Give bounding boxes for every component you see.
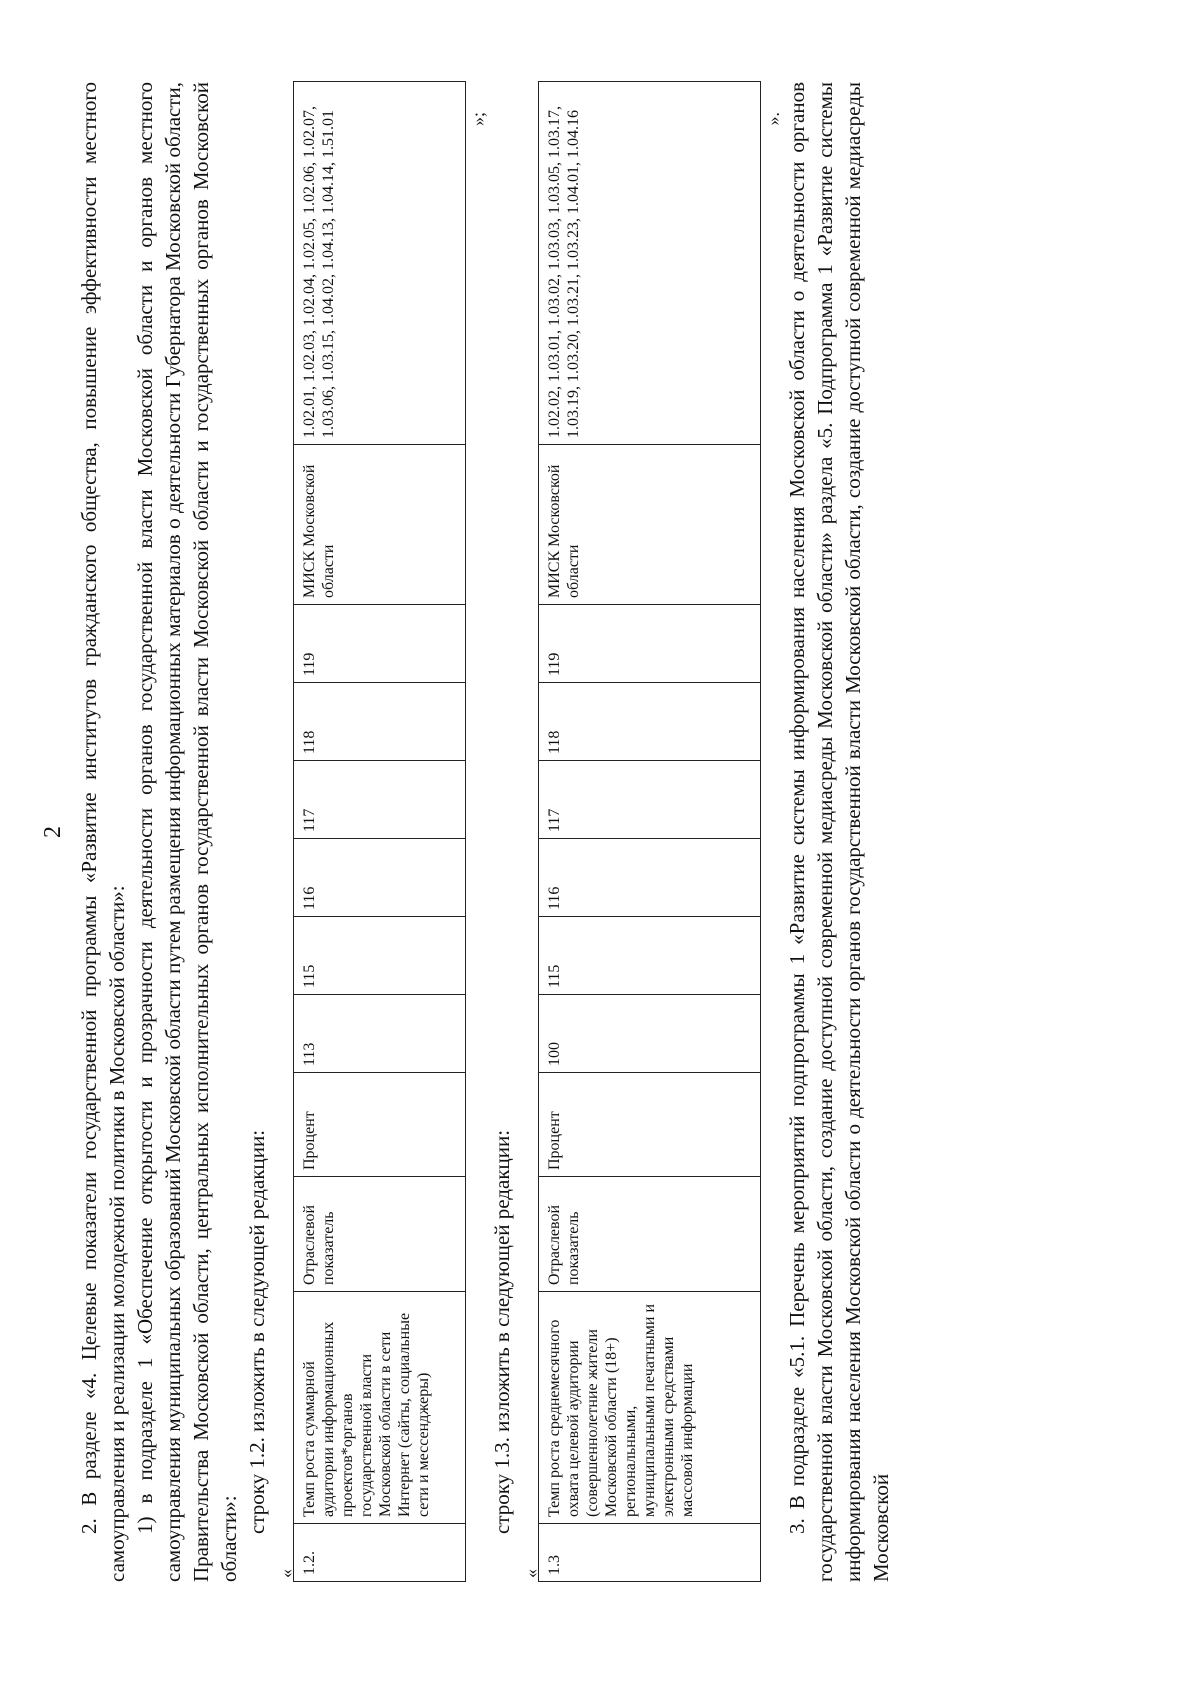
row-1-2-value-4: 118: [294, 683, 466, 761]
row-1-3-indicator-name: Темп роста среднемесячного охвата целевой аудитории (совершеннолетние жители Московской области (18+) региональными, муниципальными печатными и электронными средствами массовой информации: [539, 1292, 761, 1524]
row-1-3-indicator-type: Отраслевой показатель: [539, 1177, 761, 1292]
row-1-3-close-quote: ».: [763, 112, 783, 126]
row-1-3-open-quote: «: [521, 1569, 541, 1578]
section-2-item-1: 1) в подразделе 1 «Обеспечение открытости и прозрачности деятельности органов государственной власти Московской области и органов местного самоуправления муниципальных образований Московской области путем размещения информационных материалов о деятельности Губернатора Московской области, Правительства Московской области, центральных исполнительных органов государственной власти Московской области и государственных органов Московской области»:: [133, 82, 241, 1582]
section-2-heading: 2. В разделе «4. Целевые показатели государственной программы «Развитие институтов гражданского общества, повышение эффективности местного самоуправления и реализации молодежной политики в Московской области»:: [77, 82, 129, 1582]
row-1-3-value-4: 118: [539, 683, 761, 761]
row-1-3-value-3: 117: [539, 761, 761, 839]
row-1-2-responsible: МИСК Московской области: [294, 445, 466, 605]
row-1-2-indicator-name: Темп роста суммарной аудитории информационных проектов*органов государственной власти Московской области в сети Интернет (сайты, социальные сети и мессенджеры): [294, 1292, 466, 1524]
row-1-2-value-5: 119: [294, 605, 466, 683]
row-1-2-intro: строку 1.2. изложить в следующей редакции:: [245, 1129, 269, 1534]
row-1-3-value-2: 116: [539, 839, 761, 917]
row-1-3-responsible: МИСК Московской области: [539, 445, 761, 605]
row-1-3-activity-codes: 1.02.02, 1.03.01, 1.03.02, 1.03.03, 1.03.05, 1.03.17, 1.03.19, 1.03.20, 1.03.21, 1.03.23, 1.04.01, 1.04.16: [539, 82, 761, 445]
row-1-2-activity-codes: 1.02.01, 1.02.03, 1.02.04, 1.02.05, 1.02.06, 1.02.07, 1.03.06, 1.03.15, 1.04.02, 1.04.13, 1.04.14, 1.51.01: [294, 82, 466, 445]
row-1-2-close-quote: »;: [468, 112, 488, 127]
row-1-2-unit: Процент: [294, 1073, 466, 1177]
row-1-3-intro: строку 1.3. изложить в следующей редакции:: [490, 1129, 514, 1534]
section-3-text: 3. В подразделе «5.1. Перечень мероприятий подпрограммы 1 «Развитие системы информирования населения Московской области о деятельности органов государственной власти Московской области, создание доступной современной медиасреды Московской области» раздела «5. Подпрограмма 1 «Развитие системы информирования населения Московской области о деятельности органов государственной власти Московской области, создание доступной современной медиасреды Московской: [785, 82, 893, 1582]
row-1-3-unit: Процент: [539, 1073, 761, 1177]
row-1-3-table: [538, 81, 761, 1582]
row-1-3-number: 1.3: [539, 1524, 761, 1582]
row-1-2-indicator-type: Отраслевой показатель: [294, 1177, 466, 1292]
row-1-2-table: [293, 81, 466, 1582]
row-1-3-value-5: 119: [539, 605, 761, 683]
row-1-2-value-1: 115: [294, 917, 466, 995]
row-1-3-value-base: 100: [539, 995, 761, 1073]
page-number: 2: [40, 826, 66, 838]
document-content: [40, 82, 895, 1582]
row-1-2-value-2: 116: [294, 839, 466, 917]
row-1-2-open-quote: «: [276, 1569, 296, 1578]
row-1-2-number: 1.2.: [294, 1524, 466, 1582]
row-1-2-value-base: 113: [294, 995, 466, 1073]
row-1-3-value-1: 115: [539, 917, 761, 995]
row-1-2-value-3: 117: [294, 761, 466, 839]
